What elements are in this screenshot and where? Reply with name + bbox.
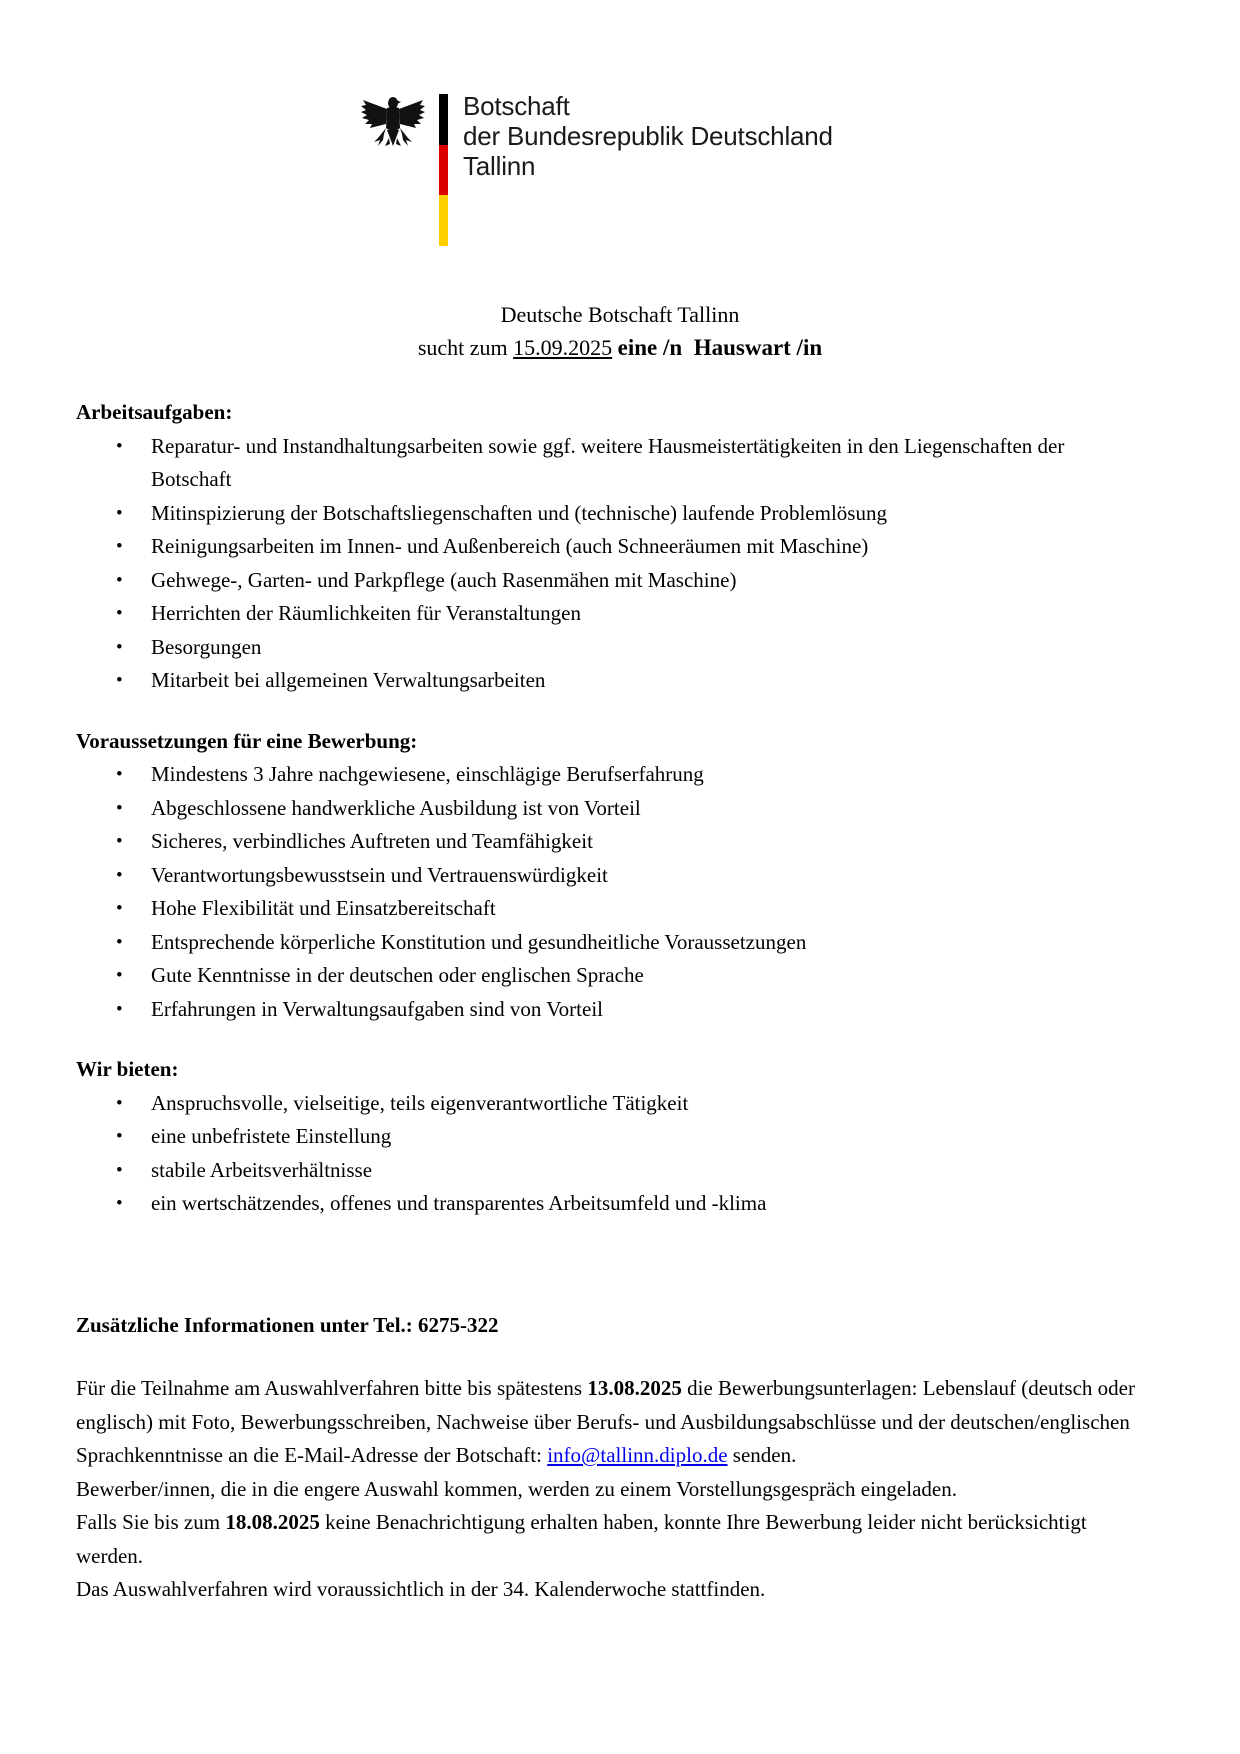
title-line-1: Deutsche Botschaft Tallinn	[500, 302, 740, 327]
list-item: • Besorgungen	[76, 631, 1136, 665]
embassy-name-line-2: der Bundesrepublik Deutschland	[463, 121, 833, 151]
notification-note	[76, 1506, 1136, 1573]
list-item: • stabile Arbeitsverhältnisse	[76, 1154, 1136, 1188]
tasks-list	[76, 430, 1136, 698]
list-item: • Sicheres, verbindliches Auftreten und Teamfähigkeit	[76, 825, 1136, 859]
offer-heading: Wir bieten:	[76, 1057, 179, 1081]
list-item: • Gute Kenntnisse in der deutschen oder englischen Sprache	[76, 959, 1136, 993]
application-text-c: senden.	[727, 1443, 797, 1467]
list-item: • Herrichten der Räumlichkeiten für Veranstaltungen	[76, 597, 1136, 631]
list-item: • Abgeschlossene handwerkliche Ausbildung ist von Vorteil	[76, 792, 1136, 826]
list-item: • Entsprechende körperliche Konstitution und gesundheitliche Voraussetzungen	[76, 926, 1136, 960]
flag-stripe-gold	[439, 195, 448, 246]
requirements-list	[76, 758, 1136, 1026]
email-link[interactable]: info@tallinn.diplo.de	[547, 1443, 728, 1467]
embassy-name-line-3: Tallinn	[463, 151, 536, 181]
flag-stripe-black	[439, 94, 448, 145]
letterhead	[360, 91, 880, 254]
requirements-heading: Voraussetzungen für eine Bewerbung:	[76, 728, 418, 753]
title-line-2	[0, 331, 1240, 364]
title-prefix: sucht zum	[417, 335, 508, 360]
list-item: • Erfahrungen in Verwaltungsaufgaben sind von Vorteil	[76, 993, 1136, 1027]
list-item: • Mitinspizierung der Botschaftsliegenschaften und (technische) laufende Problemlösung	[76, 497, 1136, 531]
list-item: • Mindestens 3 Jahre nachgewiesene, einschlägige Berufserfahrung	[76, 758, 1136, 792]
list-item: • Gehwege-, Garten- und Parkpflege (auch Rasenmähen mit Maschine)	[76, 564, 1136, 598]
interview-note: Bewerber/innen, die in die engere Auswahl kommen, werden zu einem Vorstellungsgespräch eingeladen.	[76, 1476, 957, 1501]
embassy-name	[463, 91, 833, 181]
embassy-name-line-1: Botschaft	[463, 91, 570, 121]
list-item: • Verantwortungsbewusstsein und Vertrauenswürdigkeit	[76, 859, 1136, 893]
job-description	[76, 396, 1136, 1607]
federal-eagle-icon	[360, 94, 426, 156]
tasks-heading: Arbeitsaufgaben:	[76, 400, 233, 424]
position-title: eine /n Hauswart /in	[617, 335, 823, 360]
german-flag-bar	[439, 94, 448, 246]
notification-date: 18.08.2025	[225, 1510, 320, 1534]
list-item: • eine unbefristete Einstellung	[76, 1120, 1136, 1154]
list-item: • Mitarbeit bei allgemeinen Verwaltungsarbeiten	[76, 664, 1136, 698]
application-instructions	[76, 1372, 1136, 1473]
job-title-block	[0, 298, 1240, 364]
offer-list	[76, 1087, 1136, 1221]
list-item: • Hohe Flexibilität und Einsatzbereitschaft	[76, 892, 1136, 926]
application-text-a: Für die Teilnahme am Auswahlverfahren bitte bis spätestens	[76, 1376, 588, 1400]
application-text-b: die Bewerbungsunterlagen: Lebenslauf (deutsch oder englisch) mit Foto, Bewerbungsschreiben, Nachweise über Berufs- und Ausbildungsabschlüsse und der deutschen/englischen Sprachkenntnisse an die E-Mail-Adresse der Botschaft:	[76, 1376, 1135, 1467]
contact-info: Zusätzliche Informationen unter Tel.: 6275-322	[76, 1312, 499, 1337]
list-item: • ein wertschätzendes, offenes und transparentes Arbeitsumfeld und -klima	[76, 1187, 1136, 1221]
flag-stripe-red	[439, 145, 448, 196]
list-item: • Reparatur- und Instandhaltungsarbeiten sowie ggf. weitere Hausmeistertätigkeiten in den Liegenschaften der Botschaft	[76, 430, 1136, 497]
notification-text-a: Falls Sie bis zum	[76, 1510, 226, 1534]
list-item: • Anspruchsvolle, vielseitige, teils eigenverantwortliche Tätigkeit	[76, 1087, 1136, 1121]
start-date: 15.09.2025	[513, 335, 613, 360]
selection-week-note: Das Auswahlverfahren wird voraussichtlich in der 34. Kalenderwoche stattfinden.	[76, 1577, 766, 1601]
notification-text-b: keine Benachrichtigung erhalten haben, konnte Ihre Bewerbung leider nicht berücksichtigt werden.	[76, 1510, 1087, 1568]
list-item: • Reinigungsarbeiten im Innen- und Außenbereich (auch Schneeräumen mit Maschine)	[76, 530, 1136, 564]
application-deadline: 13.08.2025	[587, 1376, 682, 1400]
